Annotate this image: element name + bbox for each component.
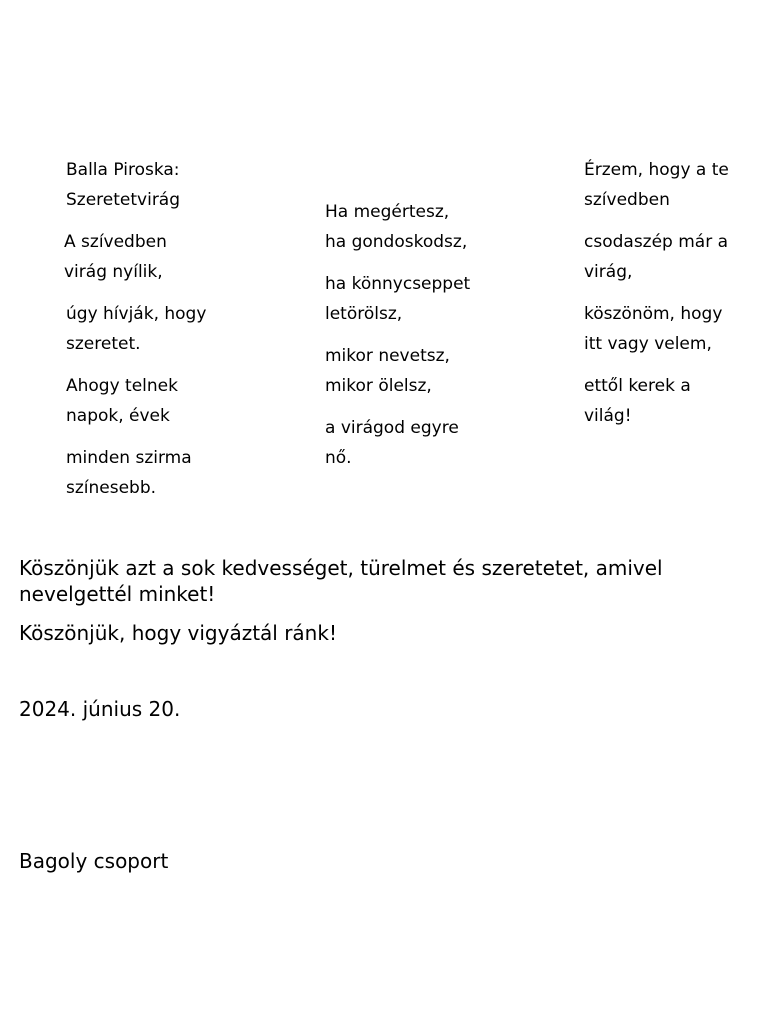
poem-stanza-1 [64, 227, 266, 287]
poem-stanza-2 [66, 299, 266, 359]
poem-stanza-7 [325, 341, 525, 401]
poem-line: szeretet. [66, 334, 141, 354]
poem-line: mikor ölelsz, [325, 376, 432, 396]
poem-line: köszönöm, hogy [584, 304, 723, 324]
poem-author: Balla Piroska: [66, 160, 180, 180]
poem-line: ha gondoskodsz, [325, 232, 468, 252]
poem-line: ettől kerek a [584, 376, 691, 396]
poem-title-text: Szeretetvirág [66, 190, 181, 210]
date: 2024. június 20. [19, 697, 181, 721]
poem-stanza-12 [584, 371, 764, 431]
poem-stanza-11 [584, 299, 764, 359]
poem-line: virág nyílik, [64, 262, 163, 282]
thanks-message: Köszönjük azt a sok kedvességet, türelmet és szeretetet, amivel nevelgettél minket! [19, 556, 663, 606]
poem-stanza-8 [325, 413, 525, 473]
poem-line: minden szirma [66, 448, 192, 468]
poem-line: letörölsz, [325, 304, 403, 324]
signature: Bagoly csoport [19, 849, 169, 873]
poem-stanza-4 [66, 443, 266, 503]
poem-line: a virágod egyre [325, 418, 459, 438]
poem-line: színesebb. [66, 478, 157, 498]
poem-line: mikor nevetsz, [325, 346, 450, 366]
poem-line: csodaszép már a [584, 232, 729, 252]
poem-line: ha könnycseppet [325, 274, 471, 294]
poem-line: itt vagy velem, [584, 334, 712, 354]
poem-column-3 [584, 155, 764, 431]
poem-line: szívedben [584, 190, 670, 210]
poem-line: virág, [584, 262, 633, 282]
poem-line: Ha megértesz, [325, 202, 450, 222]
poem-stanza-6 [325, 269, 525, 329]
poem-line: A szívedben [64, 232, 167, 252]
poem-title [66, 155, 266, 215]
poem-stanza-3 [66, 371, 266, 431]
poem-column-1 [66, 155, 266, 503]
thanks-message-short: Köszönjük, hogy vigyáztál ránk! [19, 621, 337, 645]
poem-line: világ! [584, 406, 632, 426]
poem-line: Érzem, hogy a te [584, 160, 729, 180]
poem-column-2 [325, 197, 525, 473]
poem-stanza-5 [325, 197, 525, 257]
poem-line: úgy hívják, hogy [66, 304, 207, 324]
poem-line: napok, évek [66, 406, 170, 426]
poem-line: Ahogy telnek [66, 376, 178, 396]
poem-stanza-10 [584, 227, 764, 287]
poem-line: nő. [325, 448, 352, 468]
poem-stanza-9 [584, 155, 764, 215]
